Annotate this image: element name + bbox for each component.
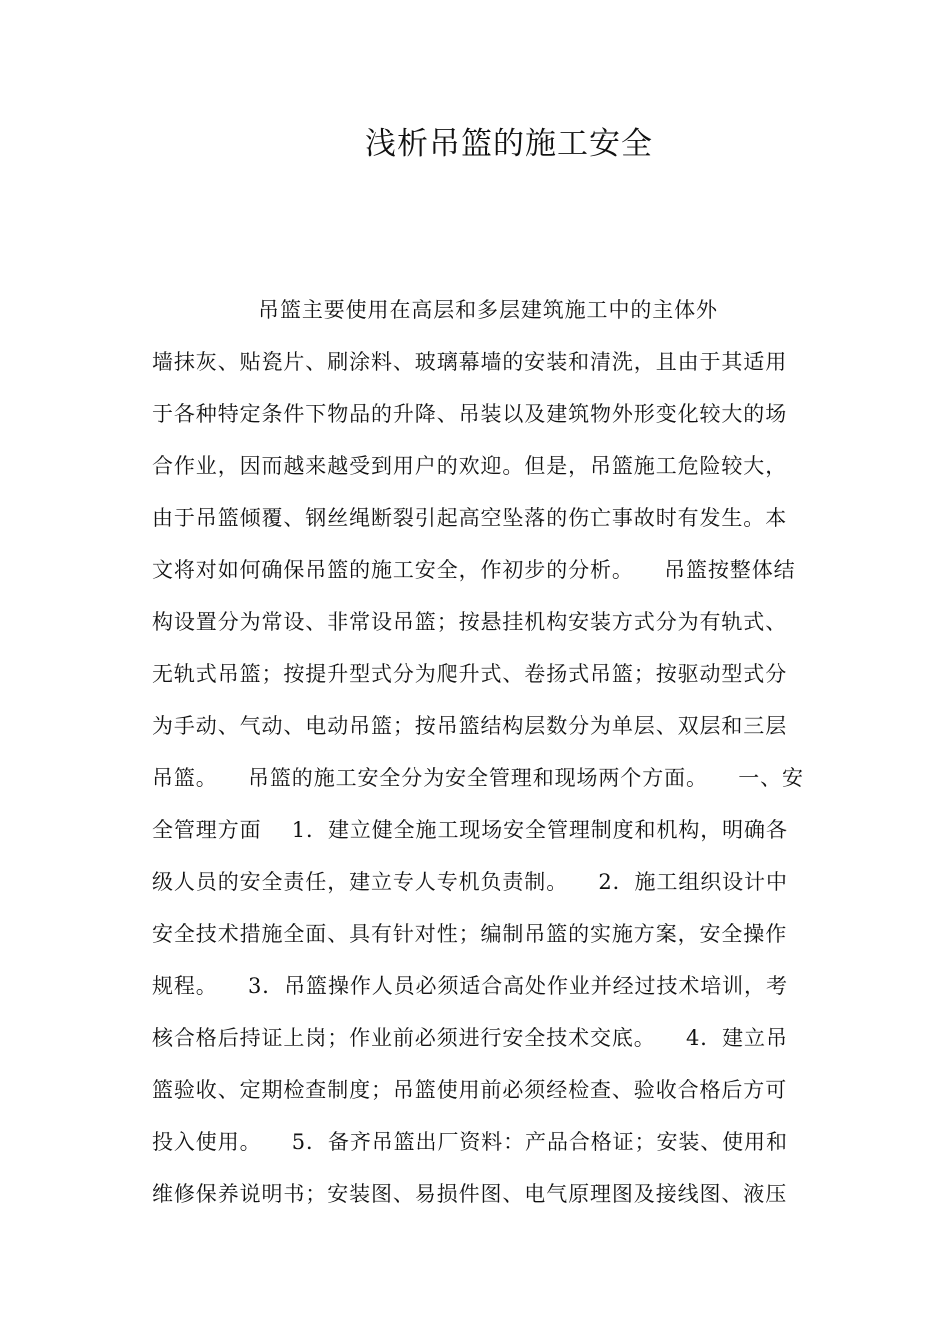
body-line: 级人员的安全责任，建立专人专机负责制。 2．施工组织设计中 — [152, 870, 788, 894]
body-line: 文将对如何确保吊篮的施工安全，作初步的分析。 吊篮按整体结 — [152, 558, 796, 582]
document-title: 浅析吊篮的施工安全 — [365, 126, 653, 162]
body-line: 墙抹灰、贴瓷片、刷涂料、玻璃幕墙的安装和清洗，且由于其适用 — [152, 350, 788, 374]
body-line: 投入使用。 5．备齐吊篮出厂资料：产品合格证；安装、使用和 — [152, 1130, 788, 1154]
body-line: 全管理方面 1．建立健全施工现场安全管理制度和机构，明确各 — [152, 818, 788, 842]
body-line: 无轨式吊篮；按提升型式分为爬升式、卷扬式吊篮；按驱动型式分 — [152, 662, 788, 686]
body-line: 为手动、气动、电动吊篮；按吊篮结构层数分为单层、双层和三层 — [152, 714, 788, 738]
body-line: 由于吊篮倾覆、钢丝绳断裂引起高空坠落的伤亡事故时有发生。本 — [152, 506, 788, 530]
body-line: 吊篮主要使用在高层和多层建筑施工中的主体外 — [152, 298, 718, 322]
body-line: 合作业，因而越来越受到用户的欢迎。但是，吊篮施工危险较大， — [152, 454, 788, 478]
body-line: 篮验收、定期检查制度；吊篮使用前必须经检查、验收合格后方可 — [152, 1078, 788, 1102]
body-line: 安全技术措施全面、具有针对性；编制吊篮的实施方案，安全操作 — [152, 922, 788, 946]
body-line: 吊篮。 吊篮的施工安全分为安全管理和现场两个方面。 一、安 — [152, 766, 804, 790]
body-line: 规程。 3．吊篮操作人员必须适合高处作业并经过技术培训，考 — [152, 974, 788, 998]
body-line: 构设置分为常设、非常设吊篮；按悬挂机构安装方式分为有轨式、 — [152, 610, 788, 634]
body-line: 核合格后持证上岗；作业前必须进行安全技术交底。 4．建立吊 — [152, 1026, 788, 1050]
body-line: 于各种特定条件下物品的升降、吊装以及建筑物外形变化较大的场 — [152, 402, 788, 426]
body-line: 维修保养说明书；安装图、易损件图、电气原理图及接线图、液压 — [152, 1182, 788, 1206]
document-body — [152, 290, 802, 1226]
